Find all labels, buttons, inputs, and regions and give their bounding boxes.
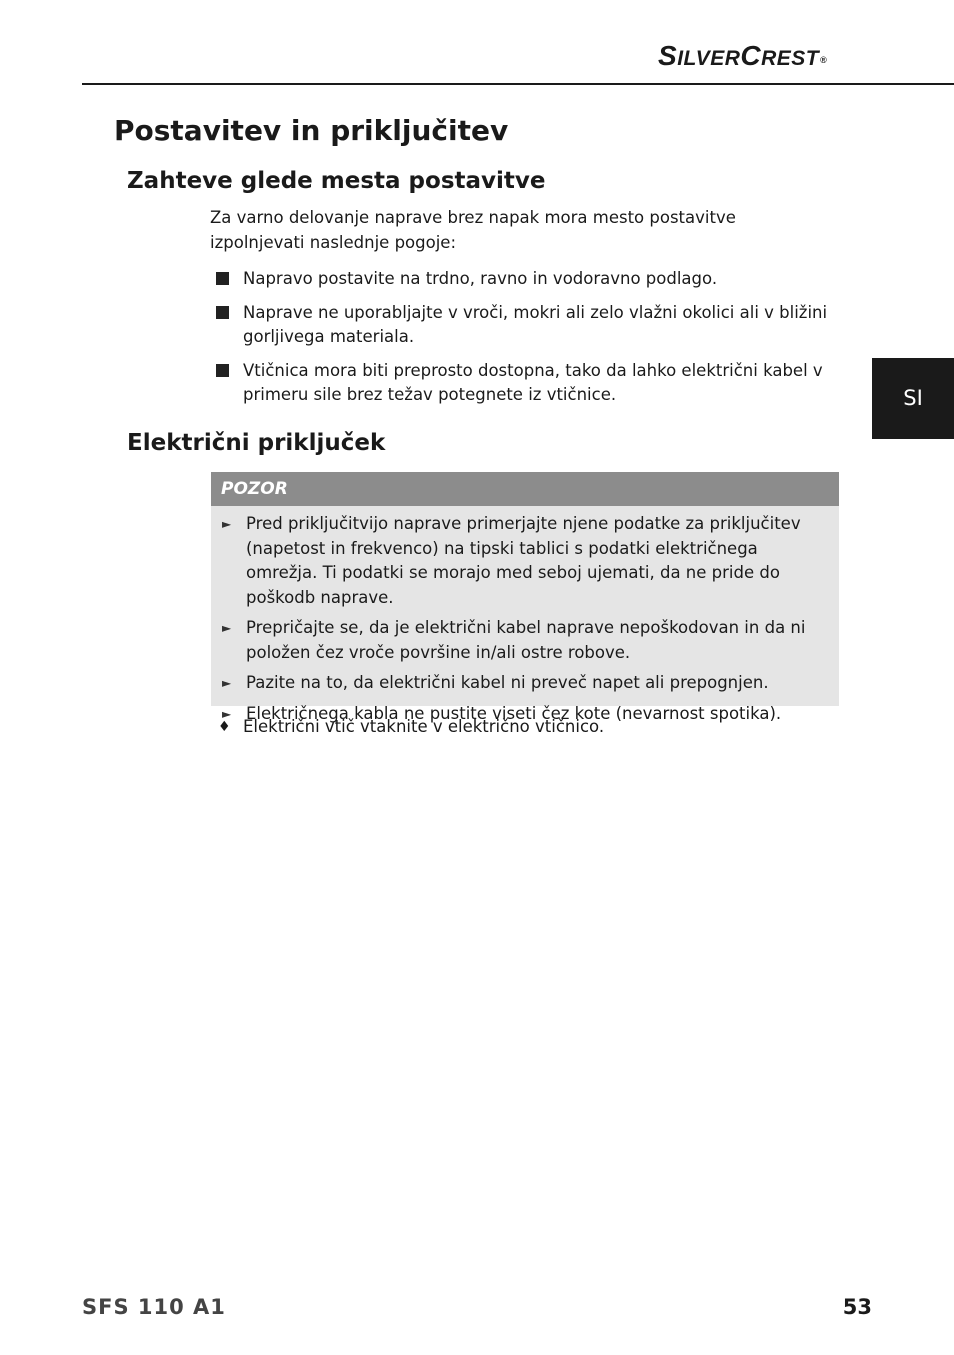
triangle-bullet-icon: ► bbox=[222, 621, 232, 635]
list-item-text: Pred priključitvijo naprave primerjajte njene podatke za priključitev (napetost in frekvenco) na tipski tablici s podatki električnega omrežja. Ti podatki se morajo med seboj ujemati, da ne pride do poškodb naprave. bbox=[246, 514, 801, 607]
list-item-text: Naprave ne uporabljajte v vroči, mokri ali zelo vlažni okolici ali v bližini gorljivega materiala. bbox=[243, 302, 828, 346]
triangle-bullet-icon: ► bbox=[222, 706, 232, 721]
instruction-step bbox=[216, 715, 816, 740]
square-bullet-icon bbox=[216, 364, 229, 377]
list-item bbox=[216, 267, 840, 292]
registered-mark: ® bbox=[820, 55, 828, 65]
brand-logo bbox=[658, 38, 827, 77]
page-title: Postavitev in priključitev bbox=[114, 114, 509, 147]
list-item bbox=[219, 512, 825, 610]
brand-letter-c: C bbox=[740, 40, 762, 71]
list-item-text: Vtičnica mora biti preprosto dostopna, tako da lahko električni kabel v primeru sile brez težav potegnete iz vtičnice. bbox=[243, 360, 823, 404]
setup-intro: Za varno delovanje naprave brez napak mora mesto postavitve izpolnjevati naslednje pogoje: bbox=[210, 208, 736, 252]
diamond-bullet-icon: ♦ bbox=[218, 719, 231, 735]
triangle-bullet-icon: ► bbox=[222, 676, 232, 690]
warning-label: POZOR bbox=[211, 472, 839, 506]
brand-letters-ilver: ILVER bbox=[677, 47, 741, 70]
brand-letters-rest: REST bbox=[761, 47, 820, 70]
square-bullet-icon bbox=[216, 306, 229, 319]
section-heading-setup: Zahteve glede mesta postavitve bbox=[127, 168, 546, 194]
list-item-text: Napravo postavite na trdno, ravno in vodoravno podlago. bbox=[243, 269, 718, 288]
list-item bbox=[216, 359, 840, 408]
brand-letter-s: S bbox=[658, 40, 678, 71]
warning-box bbox=[211, 472, 839, 723]
header-rule bbox=[82, 83, 954, 85]
square-bullet-icon bbox=[216, 272, 229, 285]
list-item-text: Električnega kabla ne pustite viseti čez kote (nevarnost spotika). bbox=[246, 703, 782, 723]
setup-requirements-list bbox=[216, 267, 840, 417]
list-item bbox=[219, 616, 825, 665]
page-number: 53 bbox=[842, 1295, 872, 1319]
footer-model: SFS 110 A1 bbox=[82, 1295, 226, 1319]
section-heading-electrical: Električni priključek bbox=[127, 430, 386, 456]
list-item-text: Prepričajte se, da je električni kabel naprave nepoškodovan in da ni položen čez vroče površine in/ali ostre robove. bbox=[246, 618, 806, 662]
language-tab: SI bbox=[872, 358, 954, 439]
triangle-bullet-icon: ► bbox=[222, 517, 232, 531]
list-item-text: Pazite na to, da električni kabel ni preveč napet ali prepognjen. bbox=[246, 673, 769, 692]
list-item bbox=[219, 671, 825, 696]
instruction-step-text: Električni vtič vtaknite v električno vtičnico. bbox=[243, 717, 605, 736]
warning-list bbox=[211, 506, 839, 726]
list-item bbox=[216, 301, 840, 350]
